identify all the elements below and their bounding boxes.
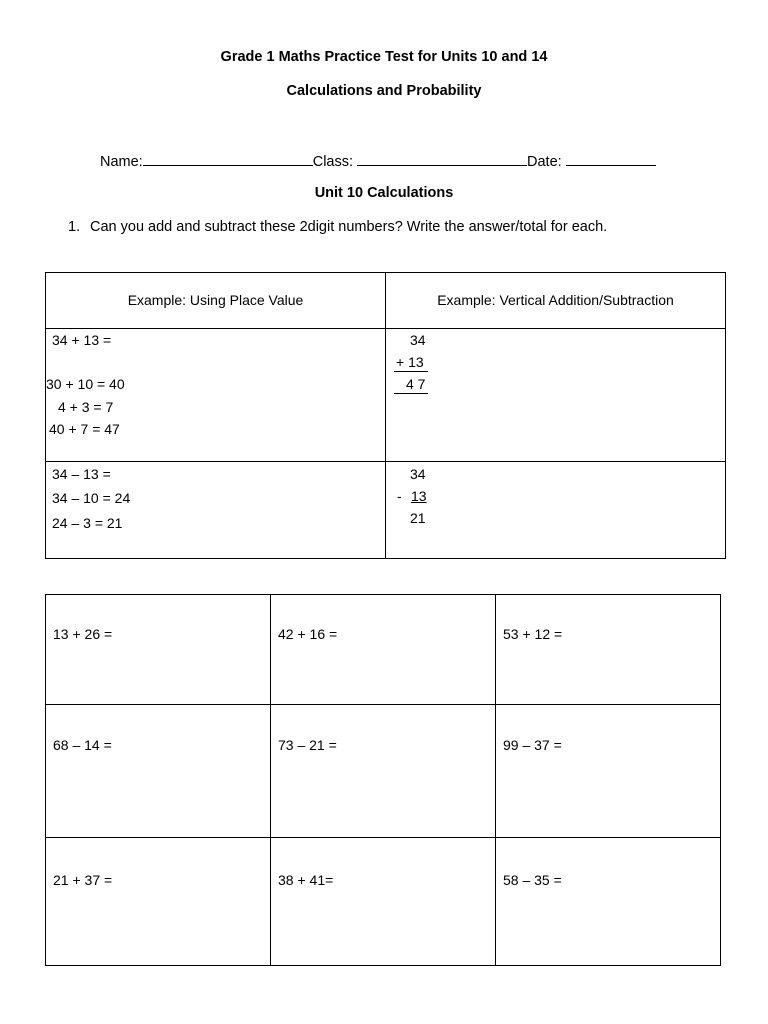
example-subtraction-place-value <box>46 462 386 559</box>
pv-line: 24 – 3 = 21 <box>52 515 123 531</box>
page-subtitle: Calculations and Probability <box>286 83 482 99</box>
example-addition-vertical <box>386 329 726 462</box>
problem-cell[interactable]: 53 + 12 = <box>496 595 721 705</box>
vertical-bottom: 13 <box>411 488 427 504</box>
page-title: Grade 1 Maths Practice Test for Units 10 and 14 <box>220 49 548 65</box>
vertical-bottom: + 13 <box>396 354 424 370</box>
date-label: Date: <box>527 154 562 170</box>
vertical-result: 21 <box>410 510 426 526</box>
problem-cell[interactable]: 99 – 37 = <box>496 705 721 838</box>
class-field[interactable] <box>357 151 527 166</box>
problem-cell[interactable]: 21 + 37 = <box>46 838 271 966</box>
name-field[interactable] <box>143 151 313 166</box>
question-text: Can you add and subtract these 2digit numbers? Write the answer/total for each. <box>90 219 608 235</box>
vertical-top: 34 <box>410 332 426 348</box>
question-number: 1. <box>68 219 81 235</box>
example-header-place-value: Example: Using Place Value <box>46 273 386 329</box>
section-title: Unit 10 Calculations <box>314 185 454 201</box>
pv-line: 34 + 13 = <box>52 332 112 348</box>
student-info-row <box>100 151 656 170</box>
problems-table <box>45 594 721 966</box>
example-subtraction-vertical <box>386 462 726 559</box>
problem-cell[interactable]: 42 + 16 = <box>271 595 496 705</box>
problem-cell[interactable]: 58 – 35 = <box>496 838 721 966</box>
pv-line: 30 + 10 = 40 <box>46 376 125 392</box>
example-addition-place-value <box>46 329 386 462</box>
sum-line <box>394 371 428 372</box>
sum-line <box>394 393 428 394</box>
class-label: Class: <box>312 154 354 170</box>
vertical-top: 34 <box>410 466 426 482</box>
problem-cell[interactable]: 38 + 41= <box>271 838 496 966</box>
pv-line: 34 – 13 = <box>52 466 111 482</box>
examples-table <box>45 272 726 559</box>
vertical-result: 4 7 <box>406 376 426 392</box>
pv-line: 40 + 7 = 47 <box>49 421 120 437</box>
name-label: Name: <box>100 154 143 170</box>
pv-line: 34 – 10 = 24 <box>52 490 131 506</box>
vertical-operator: - <box>397 488 402 504</box>
pv-line: 4 + 3 = 7 <box>58 399 114 415</box>
example-header-vertical: Example: Vertical Addition/Subtraction <box>386 273 726 329</box>
date-field[interactable] <box>566 151 656 166</box>
problem-cell[interactable]: 68 – 14 = <box>46 705 271 838</box>
problem-cell[interactable]: 73 – 21 = <box>271 705 496 838</box>
problem-cell[interactable]: 13 + 26 = <box>46 595 271 705</box>
